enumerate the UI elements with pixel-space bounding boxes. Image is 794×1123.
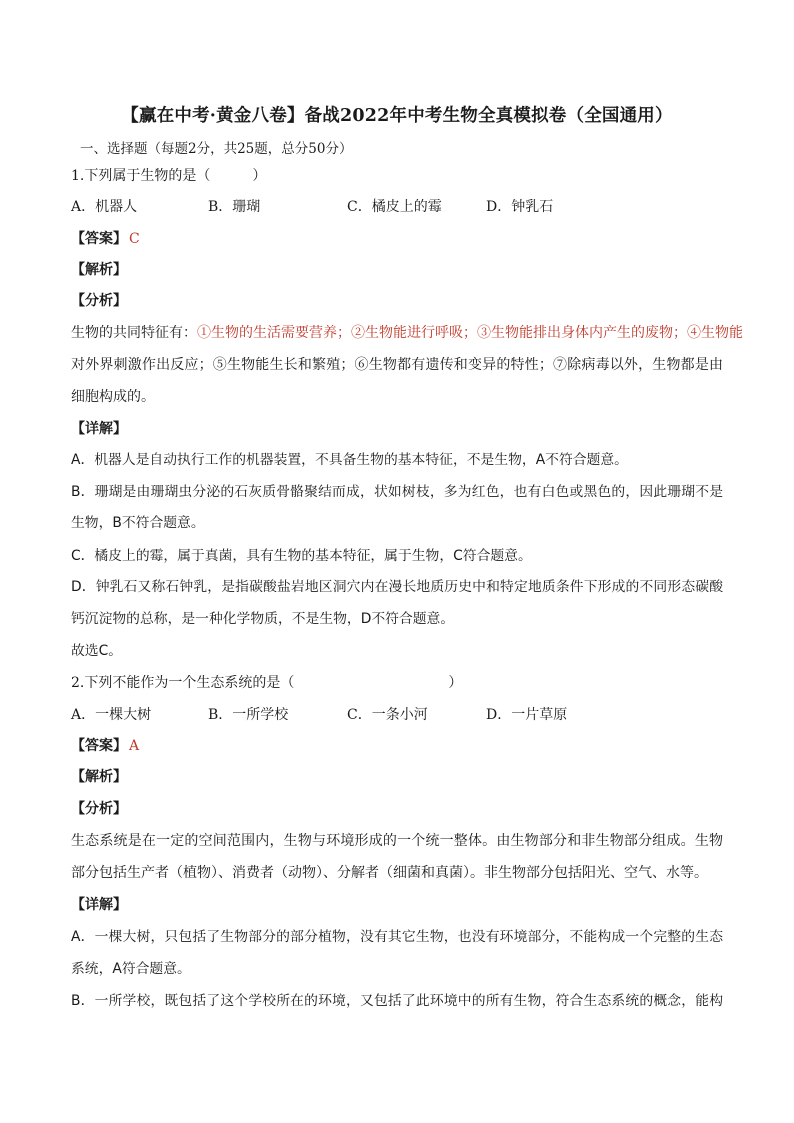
answer-value: A (129, 738, 140, 754)
q2-answer (71, 736, 139, 756)
q1-detail-b-2: 生物，B不符合题意。 (71, 515, 205, 531)
fenxi-highlight: ①生物的生活需要营养；②生物能进行呼吸；③生物能排出身体内产生的废物；④生物能 (197, 325, 743, 341)
q1-detail-d-1: D．钟乳石又称石钟乳，是指碳酸盐岩地区洞穴内在漫长地质历史中和特定地质条件下形成的不同形态碳酸 (71, 579, 723, 595)
q1-analysis-label: 【解析】 (71, 262, 127, 278)
q2-fenxi-line-1: 生态系统是在一定的空间范围内，生物与环境形成的一个统一整体。由生物部分和非生物部分组成。生物 (71, 833, 723, 849)
q1-fenxi-line-1 (71, 323, 743, 343)
q1-detail-label: 【详解】 (71, 421, 127, 437)
q1-conclusion: 故选C。 (71, 643, 123, 659)
q1-detail-c: C．橘皮上的霉，属于真菌，具有生物的基本特征，属于生物，C符合题意。 (71, 548, 532, 564)
q1-option-a: A．机器人 (71, 199, 138, 215)
q1-option-d: D．钟乳石 (486, 199, 554, 215)
q2-option-a: A．一棵大树 (71, 707, 152, 723)
answer-label: 【答案】 (71, 231, 127, 247)
page-title: 【赢在中考·黄金八卷】备战2022年中考生物全真模拟卷（全国通用） (121, 106, 673, 126)
question-1-stem: 1.下列属于生物的是（ ） (71, 168, 267, 184)
q1-option-c: C．橘皮上的霉 (347, 199, 442, 215)
section-heading: 一、选择题（每题2分，共25题，总分50分） (80, 141, 353, 157)
q2-detail-a-2: 系统，A符合题意。 (71, 961, 191, 977)
q1-fenxi-line-2: 对外界刺激作出反应；⑤生物能生长和繁殖；⑥生物都有遗传和变异的特性；⑦除病毒以外，生物都是由 (71, 357, 723, 373)
q2-detail-a-1: A．一棵大树，只包括了生物部分的部分植物，没有其它生物，也没有环境部分，不能构成一个完整的生态 (71, 929, 723, 945)
q2-fenxi-label: 【分析】 (71, 801, 127, 817)
q1-answer (71, 229, 140, 249)
q2-analysis-label: 【解析】 (71, 769, 127, 785)
q1-detail-a: A．机器人是自动执行工作的机器装置，不具备生物的基本特征，不是生物，A不符合题意。 (71, 452, 628, 468)
q2-option-d: D．一片草原 (486, 707, 568, 723)
q1-fenxi-label: 【分析】 (71, 293, 127, 309)
question-2-stem: 2.下列不能作为一个生态系统的是（ ） (71, 675, 463, 691)
q1-option-b: B．珊瑚 (208, 199, 261, 215)
q2-option-c: C．一条小河 (347, 707, 428, 723)
fenxi-intro: 生物的共同特征有： (71, 325, 197, 341)
q1-fenxi-line-3: 细胞构成的。 (71, 389, 155, 405)
q1-detail-b-1: B．珊瑚是由珊瑚虫分泌的石灰质骨骼聚结而成，状如树枝，多为红色，也有白色或黑色的，因此珊瑚不是 (71, 484, 723, 500)
q2-detail-b-1: B．一所学校，既包括了这个学校所在的环境，又包括了此环境中的所有生物，符合生态系统的概念，能构 (71, 993, 723, 1009)
q2-option-b: B．一所学校 (208, 707, 289, 723)
answer-value: C (129, 231, 140, 247)
q1-detail-d-2: 钙沉淀物的总称，是一种化学物质，不是生物，D不符合题意。 (71, 611, 455, 627)
answer-label: 【答案】 (71, 738, 127, 754)
q2-fenxi-line-2: 部分包括生产者（植物）、消费者（动物）、分解者（细菌和真菌）。非生物部分包括阳光、空气、水等。 (71, 865, 708, 881)
q2-detail-label: 【详解】 (71, 897, 127, 913)
